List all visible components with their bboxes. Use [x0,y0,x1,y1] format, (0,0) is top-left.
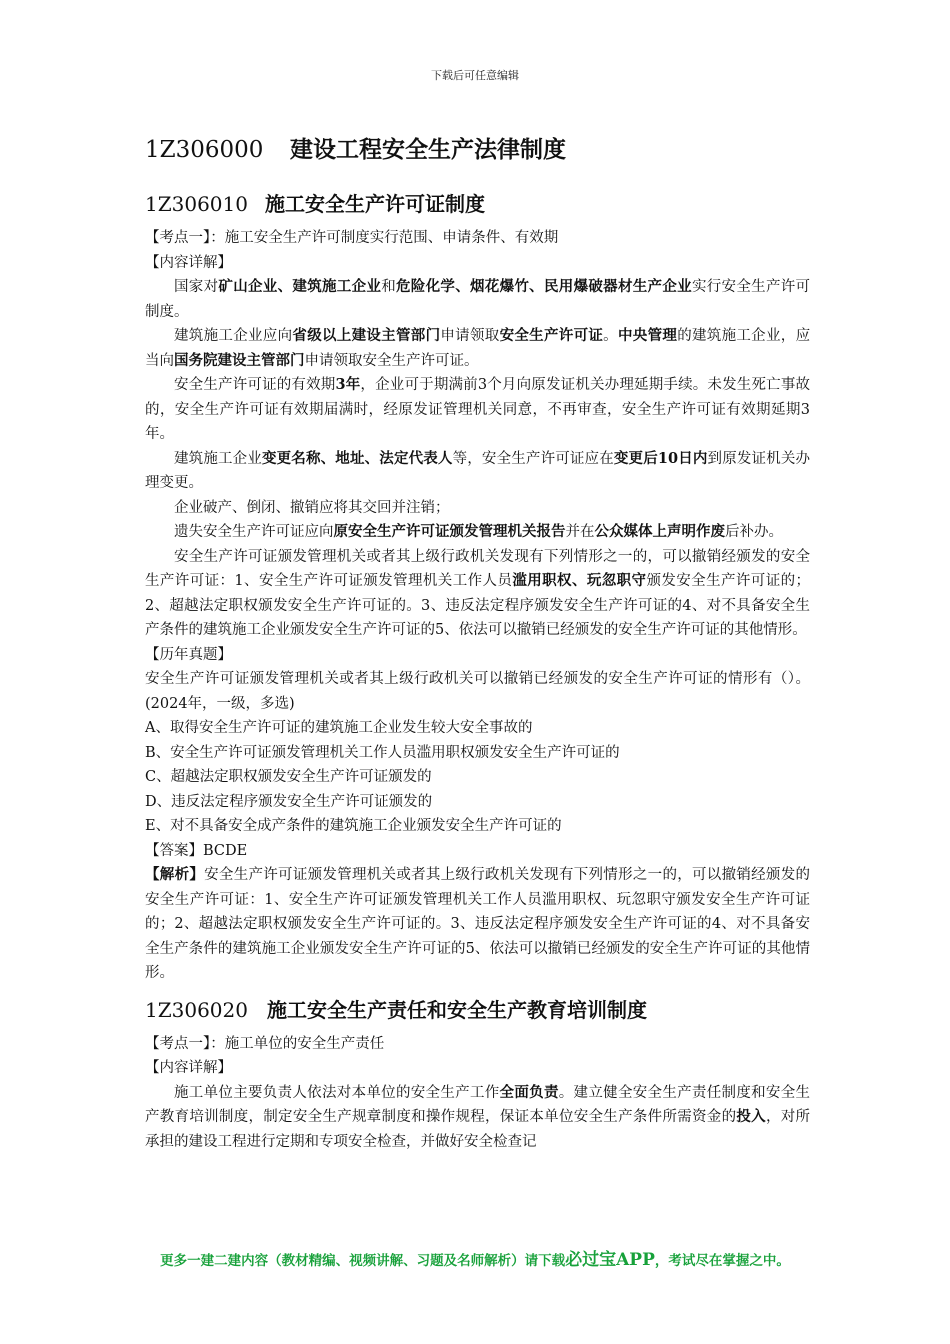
bold-run: 投入 [736,1108,766,1125]
app-brand: 必过宝APP [565,1250,655,1270]
answer: 【答案】BCDE [145,842,248,859]
option-e: E、对不具备安全成产条件的建筑施工企业颁发安全生产许可证的 [145,818,562,834]
text-run: 安全生产许可证的有效期 [174,377,336,393]
section-heading-2 [145,994,810,1026]
text-run: 等，安全生产许可证应在 [452,450,614,467]
bold-run: 中央管理 [617,327,678,344]
neirong-label: 【内容详解】 [145,1060,232,1076]
text-run: 申请领取安全生产许可证。 [304,352,479,369]
option-d: D、违反法定程序颁发安全生产许可证颁发的 [145,793,433,810]
section-heading-1 [145,188,810,220]
bold-run: 原安全生产许可证颁发管理机关报告 [333,523,566,540]
bold-run: 公众媒体上声明作废 [594,523,725,540]
text-run: 并在 [565,524,595,540]
neirong-label: 【内容详解】 [145,254,232,271]
analysis-label: 【解析】 [145,866,205,883]
page-title [145,134,810,166]
text-run: 施工单位主要负责人依法对本单位的安全生产工作 [174,1084,500,1101]
text-run: 颁发安全生产许可证的；2、超越法定职权颁发安全生产许可证的。3、违反法定程序颁发安全生产许可证的4、对不具备安全生产条件的建筑施工企业颁发安全生产许可证的5、依法可以撤销已经颁发的安全生产许可证的其他情形。 [145,573,811,638]
text-run: 遗失安全生产许可证应向 [174,524,334,540]
section-title: 施工安全生产责任和安全生产教育培训制度 [267,997,647,1022]
option-a: A、取得安全生产许可证的建筑施工企业发生较大安全事故的 [145,720,533,736]
text-run: ，对所承担的建设工程进行定期和专项安全检查，并做好安全检查记 [145,1109,811,1150]
paragraph [145,373,810,447]
text-run: 。建立健全安全生产责任制度和安全生产教育培训制度，制定安全生产规章制度和操作规程，保证本单位安全生产条件所需资金的 [145,1084,811,1125]
bold-run: 滥用职权、玩忽职守 [512,572,647,589]
option-c: C、超越法定职权颁发安全生产许可证颁发的 [145,769,432,785]
text-run: 实行安全生产许可制度。 [145,279,811,320]
section-code: 1Z306020 [145,997,248,1022]
kaodian-label: 【考点一】：施工安全生产许可制度实行范围、申请条件、有效期 [145,230,559,246]
analysis-text: 安全生产许可证颁发管理机关或者其上级行政机关发现有下列情形之一的，可以撤销经颁发的安全生产许可证：1、安全生产许可证颁发管理机关工作人员滥用职权、玩忽职守颁发安全生产许可证的；2、超越法定职权颁发安全生产许可证的。3、违反法定程序颁发安全生产许可证的4、对不具备安全生产条件的建筑施工企业颁发安全生产许可证的5、依法可以撤销已经颁发的安全生产许可证的其他情形。 [145,867,811,981]
text-run: 到原发证机关办理变更。 [145,450,811,491]
analysis [145,863,810,986]
bold-run: 矿山企业、建筑施工企业 [218,278,382,295]
bold-run: 危险化学、烟花爆竹、民用爆破器材生产企业 [396,278,692,295]
bold-run: 变更名称、地址、法定代表人 [261,449,453,467]
paragraph: 企业破产、倒闭、撤销应将其交回并注销； [174,499,450,516]
text-run: ，企业可于期满前3个月向原发证机关办理延期手续。未发生死亡事故的，安全生产许可证有效期届满时，经原发证管理机关同意，不再审查，安全生产许可证有效期延期3年。 [145,377,810,442]
section-title: 施工安全生产许可证制度 [265,192,485,216]
bold-run: 变更后10日内 [613,449,708,467]
text-run: 。 [603,328,618,344]
title-text: 建设工程安全生产法律制度 [290,136,566,163]
text-run: 后补办。 [725,524,783,540]
promo-footer [0,1245,950,1270]
paragraph [145,447,810,496]
bold-run: 安全生产许可证 [499,327,604,344]
bold-run: 全面负责 [499,1083,559,1101]
paragraph [145,545,810,643]
bold-run: 省级以上建设主管部门 [292,327,441,344]
footer-text: 更多一建二建内容（教材精编、视频讲解、习题及名师解析）请下载 [160,1253,566,1269]
paragraph [145,1081,810,1155]
lizhen-label: 【历年真题】 [145,646,232,663]
text-run: 安全生产许可证颁发管理机关或者其上级行政机关发现有下列情形之一的，可以撤销经颁发的安全生产许可证：1、安全生产许可证颁发管理机关工作人员 [145,548,810,589]
text-run: 建筑施工企业 [174,450,262,467]
text-run: 建筑施工企业应向 [174,328,293,344]
section-code: 1Z306010 [145,192,248,216]
paragraph [145,324,810,373]
exam-question: 安全生产许可证颁发管理机关或者其上级行政机关可以撤销已经颁发的安全生产许可证的情形有（）。(2024年，一级，多选) [145,671,810,712]
document-body [145,134,810,1154]
option-b: B、安全生产许可证颁发管理机关工作人员滥用职权颁发安全生产许可证的 [145,744,620,761]
paragraph [145,520,810,545]
text-run: 的建筑施工企业，应当向 [145,328,811,369]
paragraph [145,275,810,324]
header-note: 下载后可任意编辑 [431,69,519,82]
text-run: 和 [381,279,396,295]
kaodian-label: 【考点一】：施工单位的安全生产责任 [145,1035,385,1052]
footer-text: ，考试尽在掌握之中。 [654,1253,790,1269]
text-run: 申请领取 [440,328,500,344]
text-run: 国家对 [174,279,219,295]
bold-run: 国务院建设主管部门 [174,351,305,369]
bold-run: 3年 [335,376,361,393]
title-code: 1Z306000 [145,137,264,163]
